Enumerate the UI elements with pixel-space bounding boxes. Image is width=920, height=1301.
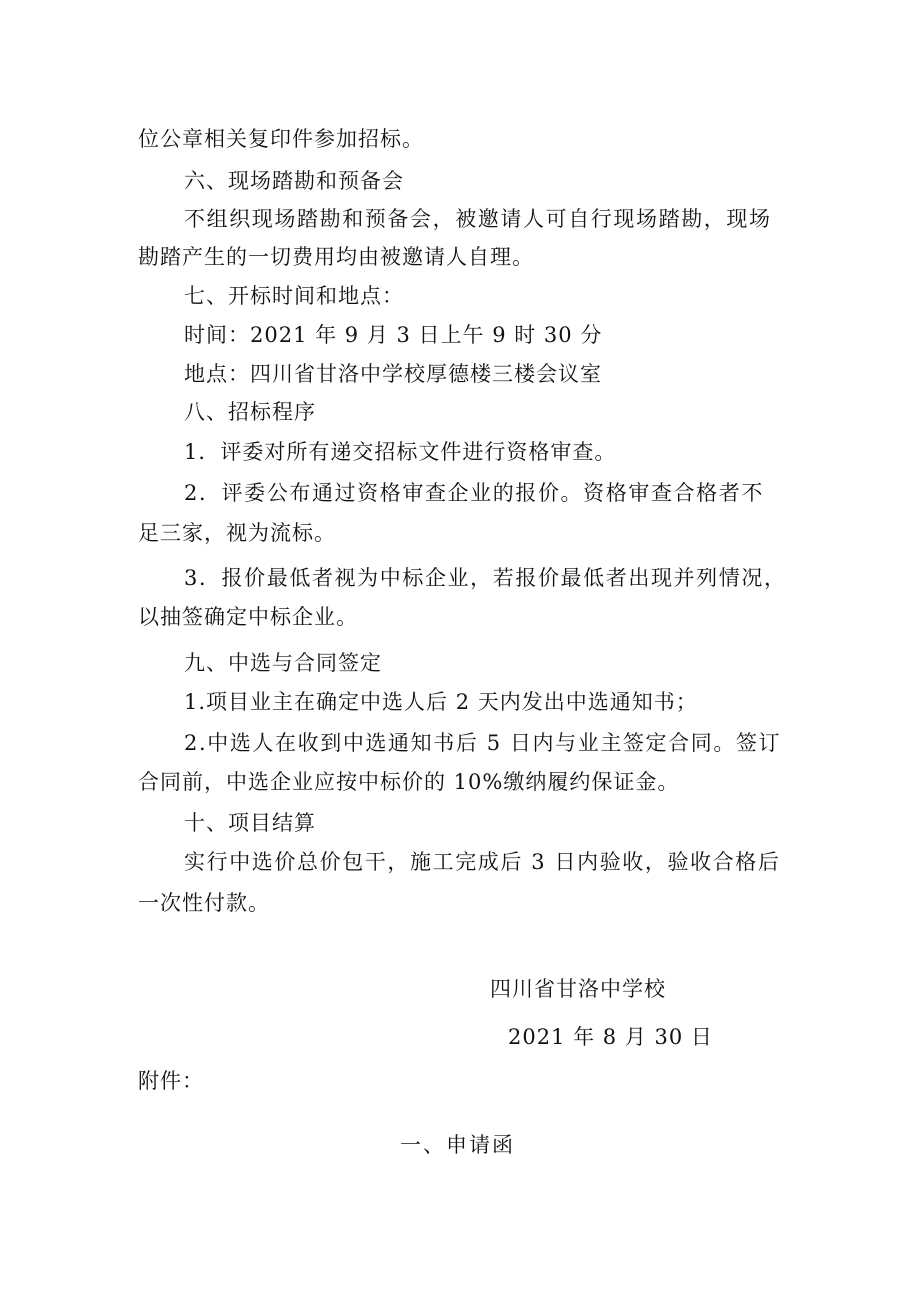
settlement-text: 实行中选价总价包干，施工完成后 3 日内验收，验收合格后 [184, 850, 781, 874]
body-line: 以抽签确定中标企业。 [138, 605, 358, 629]
procedure-item-1: 1．评委对所有递交招标文件进行资格审查。 [184, 440, 617, 464]
signature-org: 四川省甘洛中学校 [490, 977, 666, 1001]
body-line: 足三家，视为流标。 [138, 521, 336, 545]
body-line: 勘踏产生的一切费用均由被邀请人自理。 [138, 245, 534, 269]
section-heading-10: 十、项目结算 [184, 811, 316, 835]
attachment-title: 一、申请函 [400, 1133, 515, 1157]
section-heading-6: 六、现场踏勘和预备会 [184, 169, 404, 193]
body-line: 不组织现场踏勘和预备会，被邀请人可自行现场踏勘，现场 [184, 207, 772, 231]
signature-date: 2021 年 8 月 30 日 [508, 1025, 713, 1049]
body-line: 合同前，中选企业应按中标价的 10%缴纳履约保证金。 [138, 770, 680, 794]
section-heading-9: 九、中选与合同签定 [184, 651, 382, 675]
section-heading-7: 七、开标时间和地点： [184, 284, 404, 308]
contract-item-1: 1.项目业主在确定中选人后 2 天内发出中选通知书； [184, 690, 698, 714]
body-line: 位公章相关复印件参加招标。 [138, 127, 424, 151]
contract-item-2: 2.中选人在收到中选通知书后 5 日内与业主签定合同。签订 [184, 731, 782, 755]
procedure-item-3: 3．报价最低者视为中标企业，若报价最低者出现并列情况， [184, 566, 787, 590]
section-heading-8: 八、招标程序 [184, 400, 316, 424]
opening-location: 地点：四川省甘洛中学校厚德楼三楼会议室 [184, 362, 602, 386]
procedure-item-2: 2．评委公布通过资格审查企业的报价。资格审查合格者不 [184, 481, 764, 505]
attachment-label: 附件： [138, 1069, 204, 1093]
opening-time: 时间：2021 年 9 月 3 日上午 9 时 30 分 [184, 323, 603, 347]
body-line: 一次性付款。 [138, 891, 270, 915]
